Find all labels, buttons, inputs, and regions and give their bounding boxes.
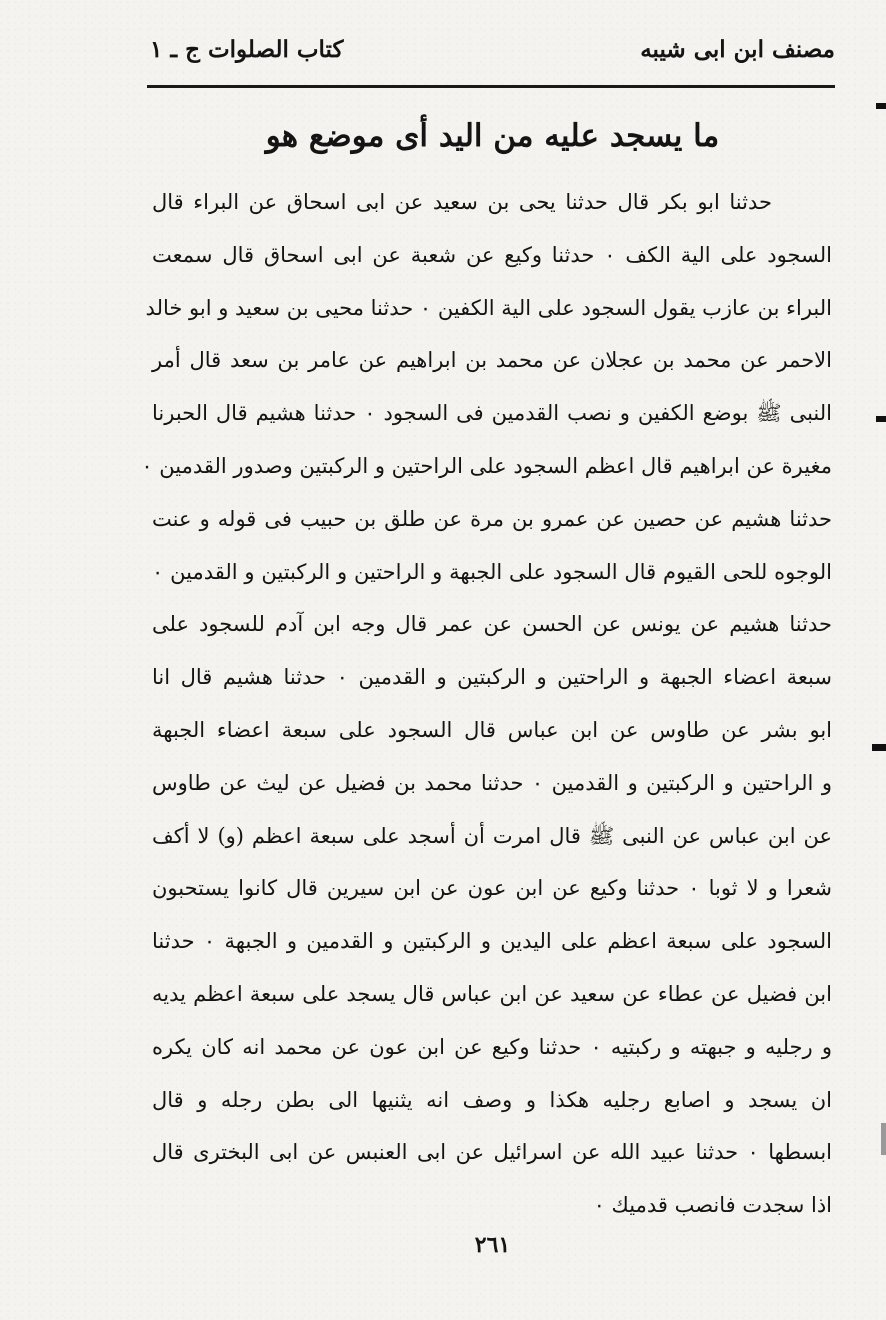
body-text <box>141 176 832 1232</box>
scan-edge-mark <box>876 416 886 422</box>
scan-edge-mark <box>872 744 886 751</box>
text-line: حدثنا ابو بكر قال حدثنا يحى بن سعيد عن ابى اسحاق عن البراء قال <box>152 190 772 214</box>
text-line: ان يسجد و اصابع رجليه هكذا و وصف انه يثنيها الى بطن رجله و قال <box>152 1087 832 1112</box>
text-line: ابن فضيل عن عطاء عن سعيد عن ابن عباس قال يسجد على سبعة اعظم يديه <box>152 981 832 1006</box>
book-title: مصنف ابن ابی شیبه <box>640 36 835 63</box>
running-header <box>150 36 835 76</box>
text-line: حدثنا هشيم عن يونس عن الحسن عن عمر قال وجه ابن آدم للسجود على <box>152 612 832 637</box>
text-line: السجود على سبعة اعظم على اليدين و الركبتين و القدمين و الجبهة ۰ حدثنا <box>152 929 832 954</box>
text-line: مغيرة عن ابراهيم قال اعظم السجود على الراحتين و الركبتين وصدور القدمين ۰ <box>141 453 832 478</box>
text-line: ابسطها ۰ حدثنا عبيد الله عن اسرائيل عن ابى العنبس عن ابى البخترى قال <box>152 1140 832 1165</box>
scan-edge-mark <box>876 103 886 109</box>
text-line: الوجوه للحى القيوم قال السجود على الجبهة و الراحتين و الركبتين و القدمين ۰ <box>152 559 832 584</box>
text-line: سبعة اعضاء الجبهة و الراحتين و الركبتين و القدمين ۰ حدثنا هشيم قال انا <box>152 665 832 690</box>
text-line: البراء بن عازب يقول السجود على الية الكفين ۰ حدثنا محيى بن سعيد و ابو خالد <box>145 295 832 320</box>
text-line: ابو بشر عن طاوس عن ابن عباس قال السجود على سبعة اعضاء الجبهة <box>152 717 832 742</box>
text-line: و الراحتين و الركبتين و القدمين ۰ حدثنا محمد بن فضيل عن ليث عن طاوس <box>152 770 832 795</box>
text-line: الاحمر عن محمد بن عجلان عن محمد بن ابراهيم عن عامر بن سعد قال أمر <box>152 348 832 373</box>
page-number: ٢٦١ <box>474 1232 511 1258</box>
header-rule <box>147 85 835 88</box>
chapter-title: کتاب الصلوات ج ـ ۱ <box>150 36 344 63</box>
text-line: حدثنا هشيم عن حصين عن عمرو بن مرة عن طلق بن حبيب فى قوله و عنت <box>152 506 832 531</box>
text-line: و رجليه و جبهته و ركبتيه ۰ حدثنا وكيع عن ابن عون عن محمد انه كان يكره <box>152 1034 832 1059</box>
text-line: اذا سجدت فانصب قدميك ۰ <box>593 1193 832 1218</box>
scan-edge-mark <box>881 1123 886 1155</box>
text-line: شعرا و لا ثوبا ۰ حدثنا وكيع عن ابن عون عن ابن سيرين قال كانوا يستحبون <box>152 876 832 901</box>
text-line: السجود على الية الكف ۰ حدثنا وكيع عن شعبة عن ابى اسحاق قال سمعت <box>152 242 832 267</box>
text-line: النبى ﷺ بوضع الكفين و نصب القدمين فى السجود ۰ حدثنا هشيم قال الحبرنا <box>152 401 832 426</box>
section-title: ما يسجد عليه من اليد أى موضع هو <box>265 118 720 154</box>
text-line: عن ابن عباس عن النبى ﷺ قال امرت أن أسجد على سبعة اعظم (و) لا أكف <box>152 823 832 848</box>
